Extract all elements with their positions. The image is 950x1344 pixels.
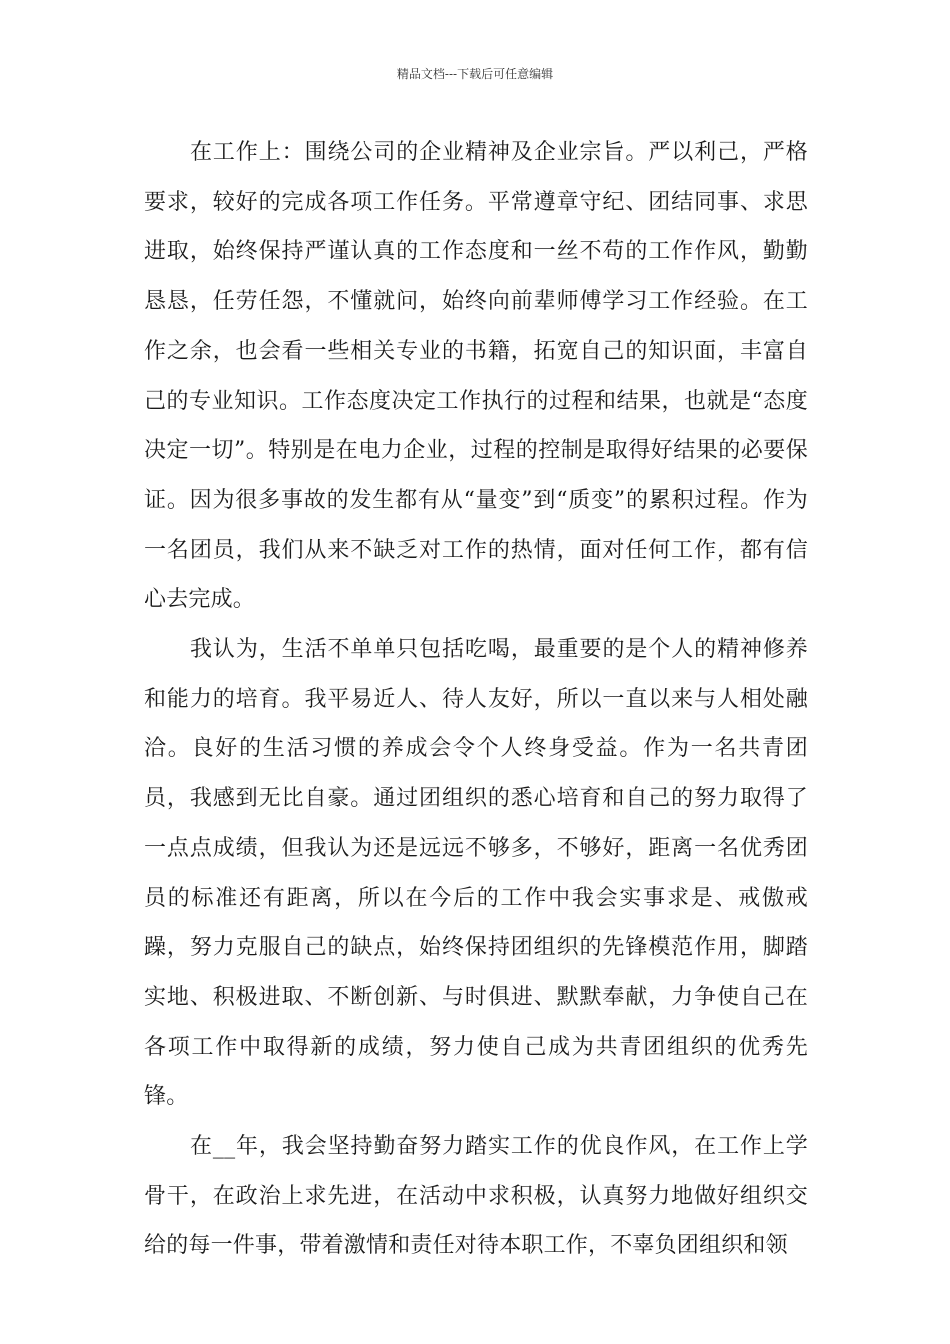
paragraph-work: 在工作上：围绕公司的企业精神及企业宗旨。严以利己，严格要求，较好的完成各项工作任务。平常遵章守纪、团结同事、求思进取，始终保持严谨认真的工作态度和一丝不苟的工作作风，勤勤恳恳，任劳任怨，不懂就问，始终向前辈师傅学习工作经验。在工作之余，也会看一些相关专业的书籍，拓宽自己的知识面，丰富自己的专业知识。工作态度决定工作执行的过程和结果，也就是“态度决定一切”。特别是在电力企业，过程的控制是取得好结果的必要保证。因为很多事故的发生都有从“量变”到“质变”的累积过程。作为一名团员，我们从来不缺乏对工作的热情，面对任何工作，都有信心去完成。 — [144, 140, 808, 613]
page-header: 精品文档---下载后可任意编辑 — [396, 67, 554, 81]
document-body — [144, 128, 808, 1271]
paragraph-plan: 在__年，我会坚持勤奋努力踏实工作的优良作风，在工作上学骨干，在政治上求先进，在活动中求积极，认真努力地做好组织交给的每一件事，带着激情和责任对待本职工作，不辜负团组织和领 — [144, 1134, 808, 1259]
paragraph-life: 我认为，生活不单单只包括吃喝，最重要的是个人的精神修养和能力的培育。我平易近人、待人友好，所以一直以来与人相处融洽。良好的生活习惯的养成会令个人终身受益。作为一名共青团员，我感到无比自豪。通过团组织的悉心培育和自己的努力取得了一点点成绩，但我认为还是远远不够多，不够好，距离一名优秀团员的标准还有距离，所以在今后的工作中我会实事求是、戒傲戒躁，努力克服自己的缺点，始终保持团组织的先锋模范作用，脚踏实地、积极进取、不断创新、与时俱进、默默奉献，力争使自己在各项工作中取得新的成绩，努力使自己成为共青团组织的优秀先锋。 — [144, 637, 808, 1110]
